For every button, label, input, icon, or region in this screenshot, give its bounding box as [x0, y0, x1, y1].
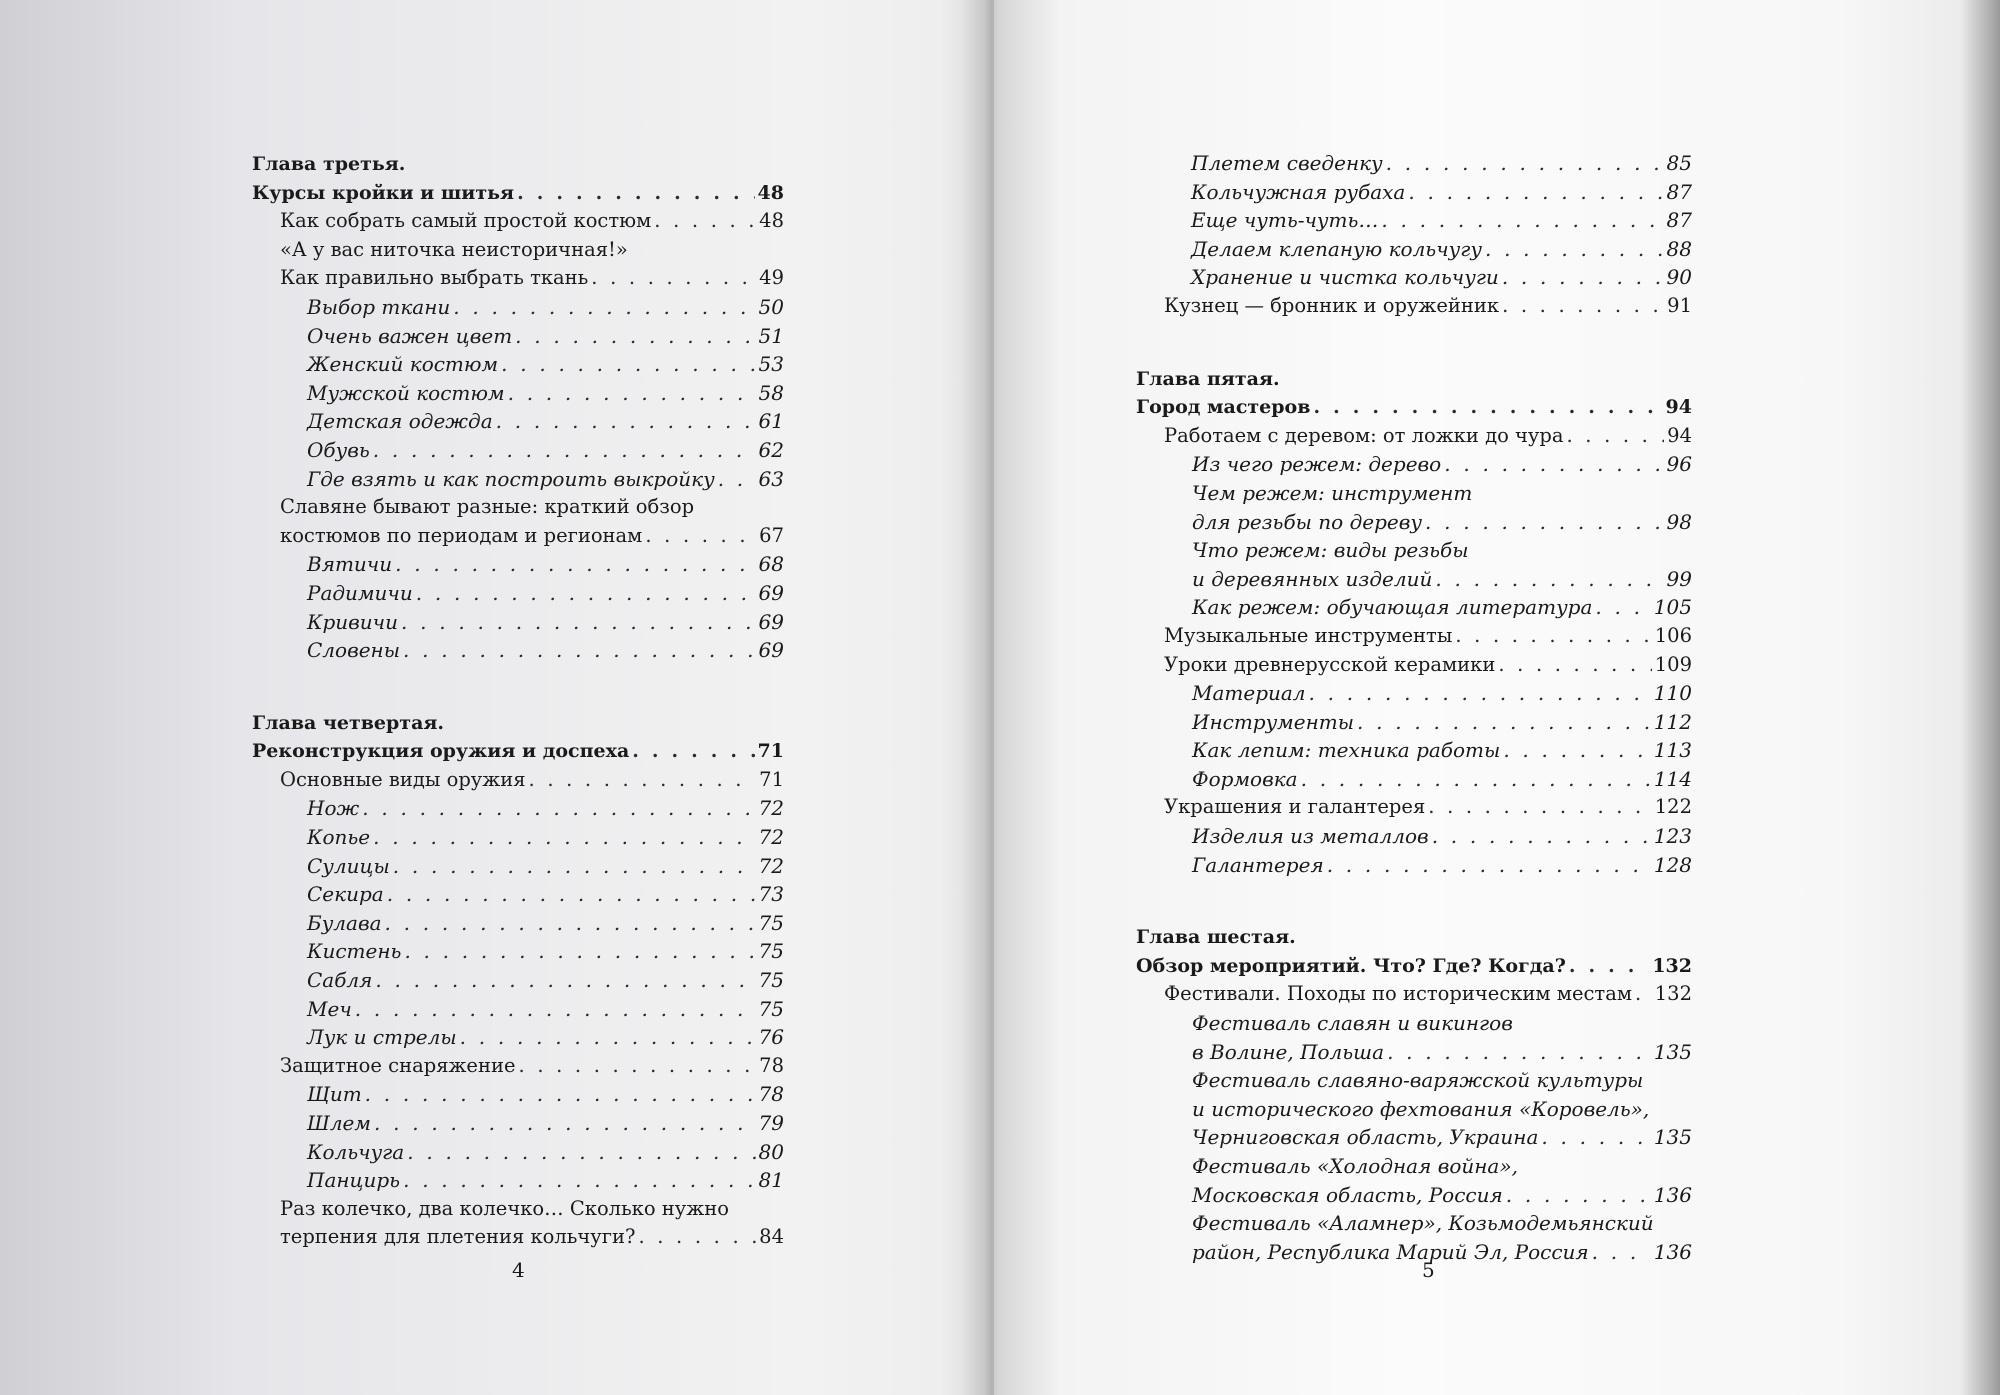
- toc-entry: [1136, 736, 1692, 765]
- toc-entry-page-number: 50: [758, 294, 784, 319]
- dot-leader: [375, 966, 755, 995]
- toc-entry-page-number: 63: [758, 466, 784, 491]
- dot-leader: [1327, 851, 1651, 880]
- dot-leader: [1455, 622, 1651, 651]
- toc-entry-title: Кистень: [307, 939, 402, 964]
- dot-leader: [373, 823, 755, 852]
- toc-entry-title: Булава: [307, 910, 382, 935]
- toc-entry-page-number: 48: [759, 209, 784, 233]
- toc-entry: [1136, 1009, 1692, 1038]
- toc-entry: [1136, 178, 1692, 207]
- toc-entry-title: Меч: [307, 996, 352, 1021]
- toc-entry-page-number: 88: [1666, 236, 1692, 261]
- dot-leader: [515, 322, 755, 351]
- toc-entry: [1136, 292, 1692, 321]
- dot-leader: [1506, 1181, 1651, 1210]
- toc-entry-page-number: 69: [758, 580, 784, 605]
- toc-entry: [252, 579, 784, 608]
- toc-entry: [252, 1023, 784, 1052]
- toc-entry-title: Город мастеров: [1136, 396, 1311, 419]
- toc-entry: [1136, 235, 1692, 264]
- toc-entry-page-number: 78: [758, 1082, 784, 1107]
- dot-leader: [1502, 292, 1664, 321]
- toc-entry-page-number: 48: [757, 181, 784, 204]
- dot-leader: [1592, 1238, 1651, 1267]
- dot-leader: [1498, 651, 1651, 680]
- toc-entry: [252, 909, 784, 938]
- toc-entry-page-number: 90: [1666, 265, 1692, 290]
- toc-entry: [1136, 952, 1692, 981]
- dot-leader: [395, 550, 755, 579]
- toc-entry-title: Что режем: виды резьбы: [1192, 538, 1469, 563]
- toc-entry: [252, 794, 784, 823]
- toc-entry-page-number: 73: [758, 882, 784, 907]
- toc-entry-title: Украшения и галантерея: [1164, 795, 1426, 819]
- toc-entry-title: Кольчуга: [307, 1139, 405, 1164]
- toc-entry-page-number: 67: [759, 523, 784, 547]
- toc-entry: [1136, 565, 1692, 594]
- toc-entry-page-number: 128: [1653, 852, 1692, 877]
- dot-leader: [460, 1023, 756, 1052]
- dot-leader: [529, 766, 757, 795]
- toc-entry-title: Глава третья.: [252, 153, 406, 175]
- toc-entry: [1136, 1238, 1692, 1267]
- toc-entry: [1136, 679, 1692, 708]
- toc-entry-page-number: 71: [757, 740, 784, 763]
- toc-entry: [252, 236, 784, 265]
- toc-entry-title: «А у вас ниточка неисторичная!»: [280, 237, 628, 261]
- toc-entry-title: Радимичи: [307, 580, 413, 605]
- toc-entry-title: Формовка: [1192, 766, 1298, 791]
- toc-entry-title: и деревянных изделий: [1192, 566, 1433, 591]
- toc-entry-page-number: 85: [1666, 151, 1692, 175]
- toc-entry-page-number: 69: [758, 609, 784, 634]
- dot-leader: [1635, 980, 1652, 1009]
- toc-entry: [1136, 1066, 1692, 1095]
- toc-entry-title: Словены: [307, 638, 401, 663]
- toc-entry-title: Сулицы: [307, 853, 390, 878]
- dot-leader: [718, 465, 756, 494]
- toc-entry: [252, 1166, 784, 1195]
- toc-entry-title: Изделия из металлов: [1192, 824, 1429, 849]
- toc-entry-title: терпения для плетения кольчуги?: [280, 1225, 636, 1249]
- toc-entry-title: и исторического фехтования «Коровель»,: [1192, 1096, 1650, 1121]
- toc-entry-page-number: 135: [1653, 1039, 1692, 1064]
- toc-entry-page-number: 53: [758, 352, 784, 377]
- toc-entry-title: Глава пятая.: [1136, 367, 1280, 390]
- toc-entry-page-number: 136: [1653, 1239, 1692, 1264]
- table-of-contents-right: [1136, 149, 1692, 1266]
- toc-entry-page-number: 68: [758, 552, 784, 577]
- toc-entry-title: Кольчужная рубаха: [1191, 179, 1406, 204]
- toc-entry: [252, 550, 784, 579]
- toc-entry: [252, 522, 784, 551]
- dot-leader: [632, 737, 754, 766]
- toc-entry-page-number: 72: [758, 796, 784, 821]
- toc-entry: [252, 465, 784, 494]
- toc-entry-page-number: 87: [1666, 179, 1692, 204]
- dot-leader: [1408, 178, 1663, 207]
- toc-entry-title: Выбор ткани: [307, 294, 451, 319]
- toc-entry-page-number: 84: [759, 1225, 784, 1249]
- toc-entry-page-number: 76: [758, 1025, 784, 1050]
- dot-leader: [385, 909, 756, 938]
- toc-entry-title: Музыкальные инструменты: [1164, 623, 1453, 647]
- toc-entry-title: Кузнец — бронник и оружейник: [1164, 293, 1500, 317]
- toc-entry-page-number: 135: [1653, 1125, 1692, 1150]
- dot-leader: [403, 636, 756, 665]
- toc-entry: [252, 823, 784, 852]
- dot-leader: [1357, 708, 1651, 737]
- toc-entry-page-number: 110: [1653, 681, 1692, 706]
- toc-entry: [1136, 651, 1692, 680]
- toc-entry-title: Хранение и чистка кольчуги: [1191, 265, 1499, 290]
- toc-entry-title: для резьбы по дереву: [1192, 509, 1422, 534]
- dot-leader: [654, 207, 756, 236]
- toc-entry-title: Шлем: [307, 1111, 371, 1135]
- toc-entry: [1136, 822, 1692, 851]
- toc-entry: [252, 709, 784, 738]
- toc-entry: [252, 293, 784, 322]
- toc-entry: [1136, 1209, 1692, 1238]
- dot-leader: [407, 1138, 755, 1167]
- toc-entry-page-number: 112: [1653, 709, 1692, 734]
- toc-entry-page-number: 122: [1654, 795, 1692, 819]
- toc-entry-title: Фестиваль «Холодная война»,: [1192, 1154, 1518, 1178]
- dot-leader: [1444, 450, 1663, 479]
- toc-entry-title: Обзор мероприятий. Что? Где? Когда?: [1136, 954, 1566, 977]
- toc-entry-title: Уроки древнерусской керамики: [1164, 652, 1496, 676]
- dot-leader: [1569, 952, 1649, 981]
- toc-entry-title: Чем режем: инструмент: [1192, 480, 1473, 505]
- toc-entry: [252, 207, 784, 236]
- toc-entry-title: Московская область, Россия: [1192, 1182, 1503, 1207]
- toc-entry: [252, 1109, 784, 1138]
- toc-entry-title: Еще чуть-чуть…: [1191, 208, 1379, 233]
- toc-entry: [252, 608, 784, 637]
- toc-entry: [252, 852, 784, 881]
- toc-entry-page-number: 49: [759, 266, 784, 290]
- toc-entry: [252, 937, 784, 966]
- toc-entry-page-number: 80: [758, 1139, 784, 1164]
- toc-entry-title: Копье: [307, 825, 371, 850]
- left-page: [0, 0, 990, 1395]
- toc-entry-title: Раз колечко, два колечко… Сколько нужно: [280, 1196, 729, 1220]
- toc-entry-page-number: 75: [758, 939, 784, 964]
- toc-entry-title: Как режем: обучающая литература: [1192, 595, 1593, 620]
- dot-leader: [519, 1052, 757, 1081]
- toc-entry-page-number: 91: [1667, 293, 1692, 317]
- toc-entry: [252, 1138, 784, 1167]
- dot-leader: [1503, 736, 1651, 765]
- toc-entry-page-number: 109: [1654, 652, 1692, 676]
- toc-entry-title: Фестиваль славяно-варяжской культуры: [1192, 1068, 1644, 1093]
- dot-leader: [1435, 565, 1663, 594]
- dot-leader: [1485, 235, 1664, 264]
- dot-leader: [416, 579, 756, 608]
- toc-entry-page-number: 94: [1665, 396, 1692, 419]
- toc-entry-title: Глава четвертая.: [252, 711, 445, 734]
- dot-leader: [1595, 593, 1650, 622]
- toc-entry: [252, 1052, 784, 1081]
- toc-entry: [252, 766, 784, 795]
- dot-leader: [508, 379, 756, 408]
- toc-entry-title: Плетем сведенку: [1191, 151, 1383, 175]
- dot-leader: [393, 852, 756, 881]
- toc-entry: [1136, 765, 1692, 794]
- toc-entry: [252, 966, 784, 995]
- toc-entry: [1136, 1123, 1692, 1152]
- toc-entry-page-number: 114: [1653, 766, 1692, 791]
- dot-leader: [1428, 793, 1652, 822]
- toc-entry: [1136, 479, 1692, 508]
- toc-entry-page-number: 81: [758, 1168, 784, 1193]
- dot-leader: [387, 880, 756, 909]
- dot-leader: [365, 1080, 756, 1109]
- toc-entry-title: Женский костюм: [307, 352, 499, 377]
- dot-leader: [1387, 1038, 1651, 1067]
- toc-entry-page-number: 61: [758, 409, 784, 434]
- toc-entry: [1136, 1095, 1692, 1124]
- toc-entry-page-number: 51: [758, 323, 784, 348]
- page-number-left: 4: [512, 1258, 525, 1282]
- toc-entry-page-number: 132: [1654, 982, 1692, 1006]
- toc-entry-title: Вятичи: [307, 552, 393, 577]
- toc-entry: [1136, 393, 1692, 422]
- toc-entry-page-number: 71: [759, 767, 784, 791]
- toc-entry-title: Работаем с деревом: от ложки до чура: [1164, 423, 1564, 447]
- toc-entry: [1136, 1152, 1692, 1181]
- toc-entry: [252, 322, 784, 351]
- toc-entry-page-number: 75: [758, 996, 784, 1021]
- toc-entry-page-number: 123: [1653, 824, 1692, 849]
- toc-entry: [252, 1223, 784, 1252]
- dot-leader: [404, 937, 755, 966]
- toc-entry-page-number: 75: [758, 968, 784, 993]
- toc-entry: [252, 150, 784, 179]
- toc-entry-title: Где взять и как построить выкройку: [307, 466, 715, 491]
- dot-leader: [496, 407, 756, 436]
- toc-entry: [252, 1080, 784, 1109]
- toc-entry-title: Галантерея: [1192, 852, 1324, 877]
- toc-entry-title: Как правильно выбрать ткань: [280, 266, 589, 290]
- toc-entry: [1136, 923, 1692, 952]
- toc-entry: [252, 1195, 784, 1224]
- toc-entry-title: Как собрать самый простой костюм: [280, 209, 652, 233]
- page-number-right: 5: [1422, 1258, 1435, 1282]
- dot-leader: [1386, 149, 1664, 178]
- toc-entry: [1136, 422, 1692, 451]
- toc-entry-page-number: 75: [758, 910, 784, 935]
- dot-leader: [1309, 679, 1651, 708]
- toc-entry-page-number: 106: [1654, 623, 1692, 647]
- dot-leader: [645, 522, 756, 551]
- dot-leader: [517, 179, 754, 208]
- toc-entry-page-number: 132: [1652, 954, 1692, 977]
- toc-entry-title: Мужской костюм: [307, 380, 505, 405]
- dot-leader: [1425, 508, 1664, 537]
- toc-entry: [1136, 851, 1692, 880]
- dot-leader: [373, 436, 756, 465]
- toc-entry-title: Материал: [1192, 681, 1306, 706]
- toc-entry: [252, 636, 784, 665]
- toc-entry: [252, 436, 784, 465]
- dot-leader: [1432, 822, 1651, 851]
- toc-entry: [1136, 1038, 1692, 1067]
- toc-entry-title: Кривичи: [307, 609, 399, 634]
- toc-entry-page-number: 99: [1666, 566, 1692, 591]
- toc-entry-title: Фестиваль славян и викингов: [1192, 1011, 1513, 1036]
- toc-entry-page-number: 96: [1666, 452, 1692, 477]
- dot-leader: [1502, 263, 1664, 292]
- toc-entry-title: Защитное снаряжение: [280, 1053, 516, 1077]
- dot-leader: [362, 794, 755, 823]
- toc-entry: [1136, 365, 1692, 394]
- dot-leader: [1301, 765, 1651, 794]
- dot-leader: [403, 1166, 755, 1195]
- toc-entry: [252, 880, 784, 909]
- toc-entry-title: Инструменты: [1192, 709, 1355, 734]
- dot-leader: [501, 350, 755, 379]
- toc-entry-title: костюмов по периодам и регионам: [280, 523, 643, 547]
- toc-entry-title: Нож: [307, 796, 360, 821]
- toc-entry-page-number: 87: [1666, 208, 1692, 233]
- toc-entry-page-number: 94: [1667, 423, 1692, 447]
- dot-leader: [1541, 1123, 1650, 1152]
- toc-entry-page-number: 62: [758, 437, 784, 462]
- toc-entry: [1136, 793, 1692, 822]
- toc-entry: [1136, 622, 1692, 651]
- toc-entry-title: Детская одежда: [307, 409, 493, 434]
- toc-entry-page-number: 105: [1653, 595, 1692, 620]
- dot-leader: [591, 264, 756, 293]
- toc-entry: [252, 179, 784, 208]
- toc-entry-title: Фестивали. Походы по историческим местам: [1164, 982, 1632, 1006]
- toc-entry-title: Черниговская область, Украина: [1192, 1125, 1539, 1150]
- toc-entry-title: Панцирь: [307, 1168, 401, 1193]
- toc-entry-title: Очень важен цвет: [307, 323, 513, 348]
- table-of-contents-left: [252, 150, 784, 1252]
- toc-entry-title: Фестиваль «Аламнер», Козьмодемьянский: [1192, 1211, 1654, 1236]
- toc-entry-page-number: 69: [758, 638, 784, 663]
- dot-leader: [1381, 206, 1663, 235]
- toc-entry-page-number: 72: [758, 853, 784, 878]
- toc-entry-title: район, Республика Марий Эл, Россия: [1192, 1239, 1589, 1264]
- toc-entry: [1136, 263, 1692, 292]
- toc-entry-title: Глава шестая.: [1136, 926, 1296, 949]
- dot-leader: [1566, 422, 1664, 451]
- toc-entry: [252, 264, 784, 293]
- right-page: [1000, 0, 2000, 1395]
- toc-entry-page-number: 79: [758, 1111, 784, 1135]
- toc-entry: [1136, 1181, 1692, 1210]
- toc-entry: [1136, 508, 1692, 537]
- toc-entry: [252, 493, 784, 522]
- toc-entry: [252, 379, 784, 408]
- toc-entry-title: Славяне бывают разные: краткий обзор: [280, 495, 695, 519]
- toc-entry-title: Секира: [307, 882, 384, 907]
- toc-entry-title: Щит: [307, 1082, 362, 1107]
- toc-entry-page-number: 136: [1653, 1182, 1692, 1207]
- toc-entry: [252, 995, 784, 1024]
- toc-entry-title: Из чего режем: дерево: [1192, 452, 1442, 477]
- toc-entry-title: Курсы кройки и шитья: [252, 181, 515, 204]
- dot-leader: [1313, 393, 1662, 422]
- toc-entry: [1136, 149, 1692, 178]
- dot-leader: [355, 995, 756, 1024]
- toc-entry: [1136, 980, 1692, 1009]
- toc-entry-title: Реконструкция оружия и доспеха: [252, 740, 630, 763]
- dot-leader: [401, 608, 756, 637]
- toc-entry-title: в Волине, Польша: [1192, 1039, 1385, 1064]
- toc-entry: [1136, 450, 1692, 479]
- toc-entry-page-number: 113: [1653, 738, 1692, 763]
- toc-entry-title: Лук и стрелы: [307, 1025, 457, 1050]
- toc-entry: [1136, 536, 1692, 565]
- toc-entry-title: Основные виды оружия: [280, 767, 526, 791]
- toc-entry-title: Как лепим: техника работы: [1192, 738, 1501, 763]
- dot-leader: [374, 1109, 756, 1138]
- toc-entry-title: Делаем клепаную кольчугу: [1191, 236, 1482, 261]
- toc-entry-title: Обувь: [307, 437, 370, 462]
- toc-entry: [1136, 593, 1692, 622]
- toc-entry-page-number: 58: [758, 380, 784, 405]
- toc-entry-page-number: 98: [1666, 509, 1692, 534]
- toc-entry: [252, 407, 784, 436]
- toc-entry-page-number: 72: [758, 825, 784, 850]
- dot-leader: [638, 1223, 756, 1252]
- toc-entry-title: Сабля: [307, 968, 373, 993]
- dot-leader: [453, 293, 755, 322]
- toc-entry: [1136, 206, 1692, 235]
- toc-entry: [252, 737, 784, 766]
- toc-entry-page-number: 78: [759, 1053, 784, 1077]
- toc-entry: [252, 350, 784, 379]
- toc-entry: [1136, 708, 1692, 737]
